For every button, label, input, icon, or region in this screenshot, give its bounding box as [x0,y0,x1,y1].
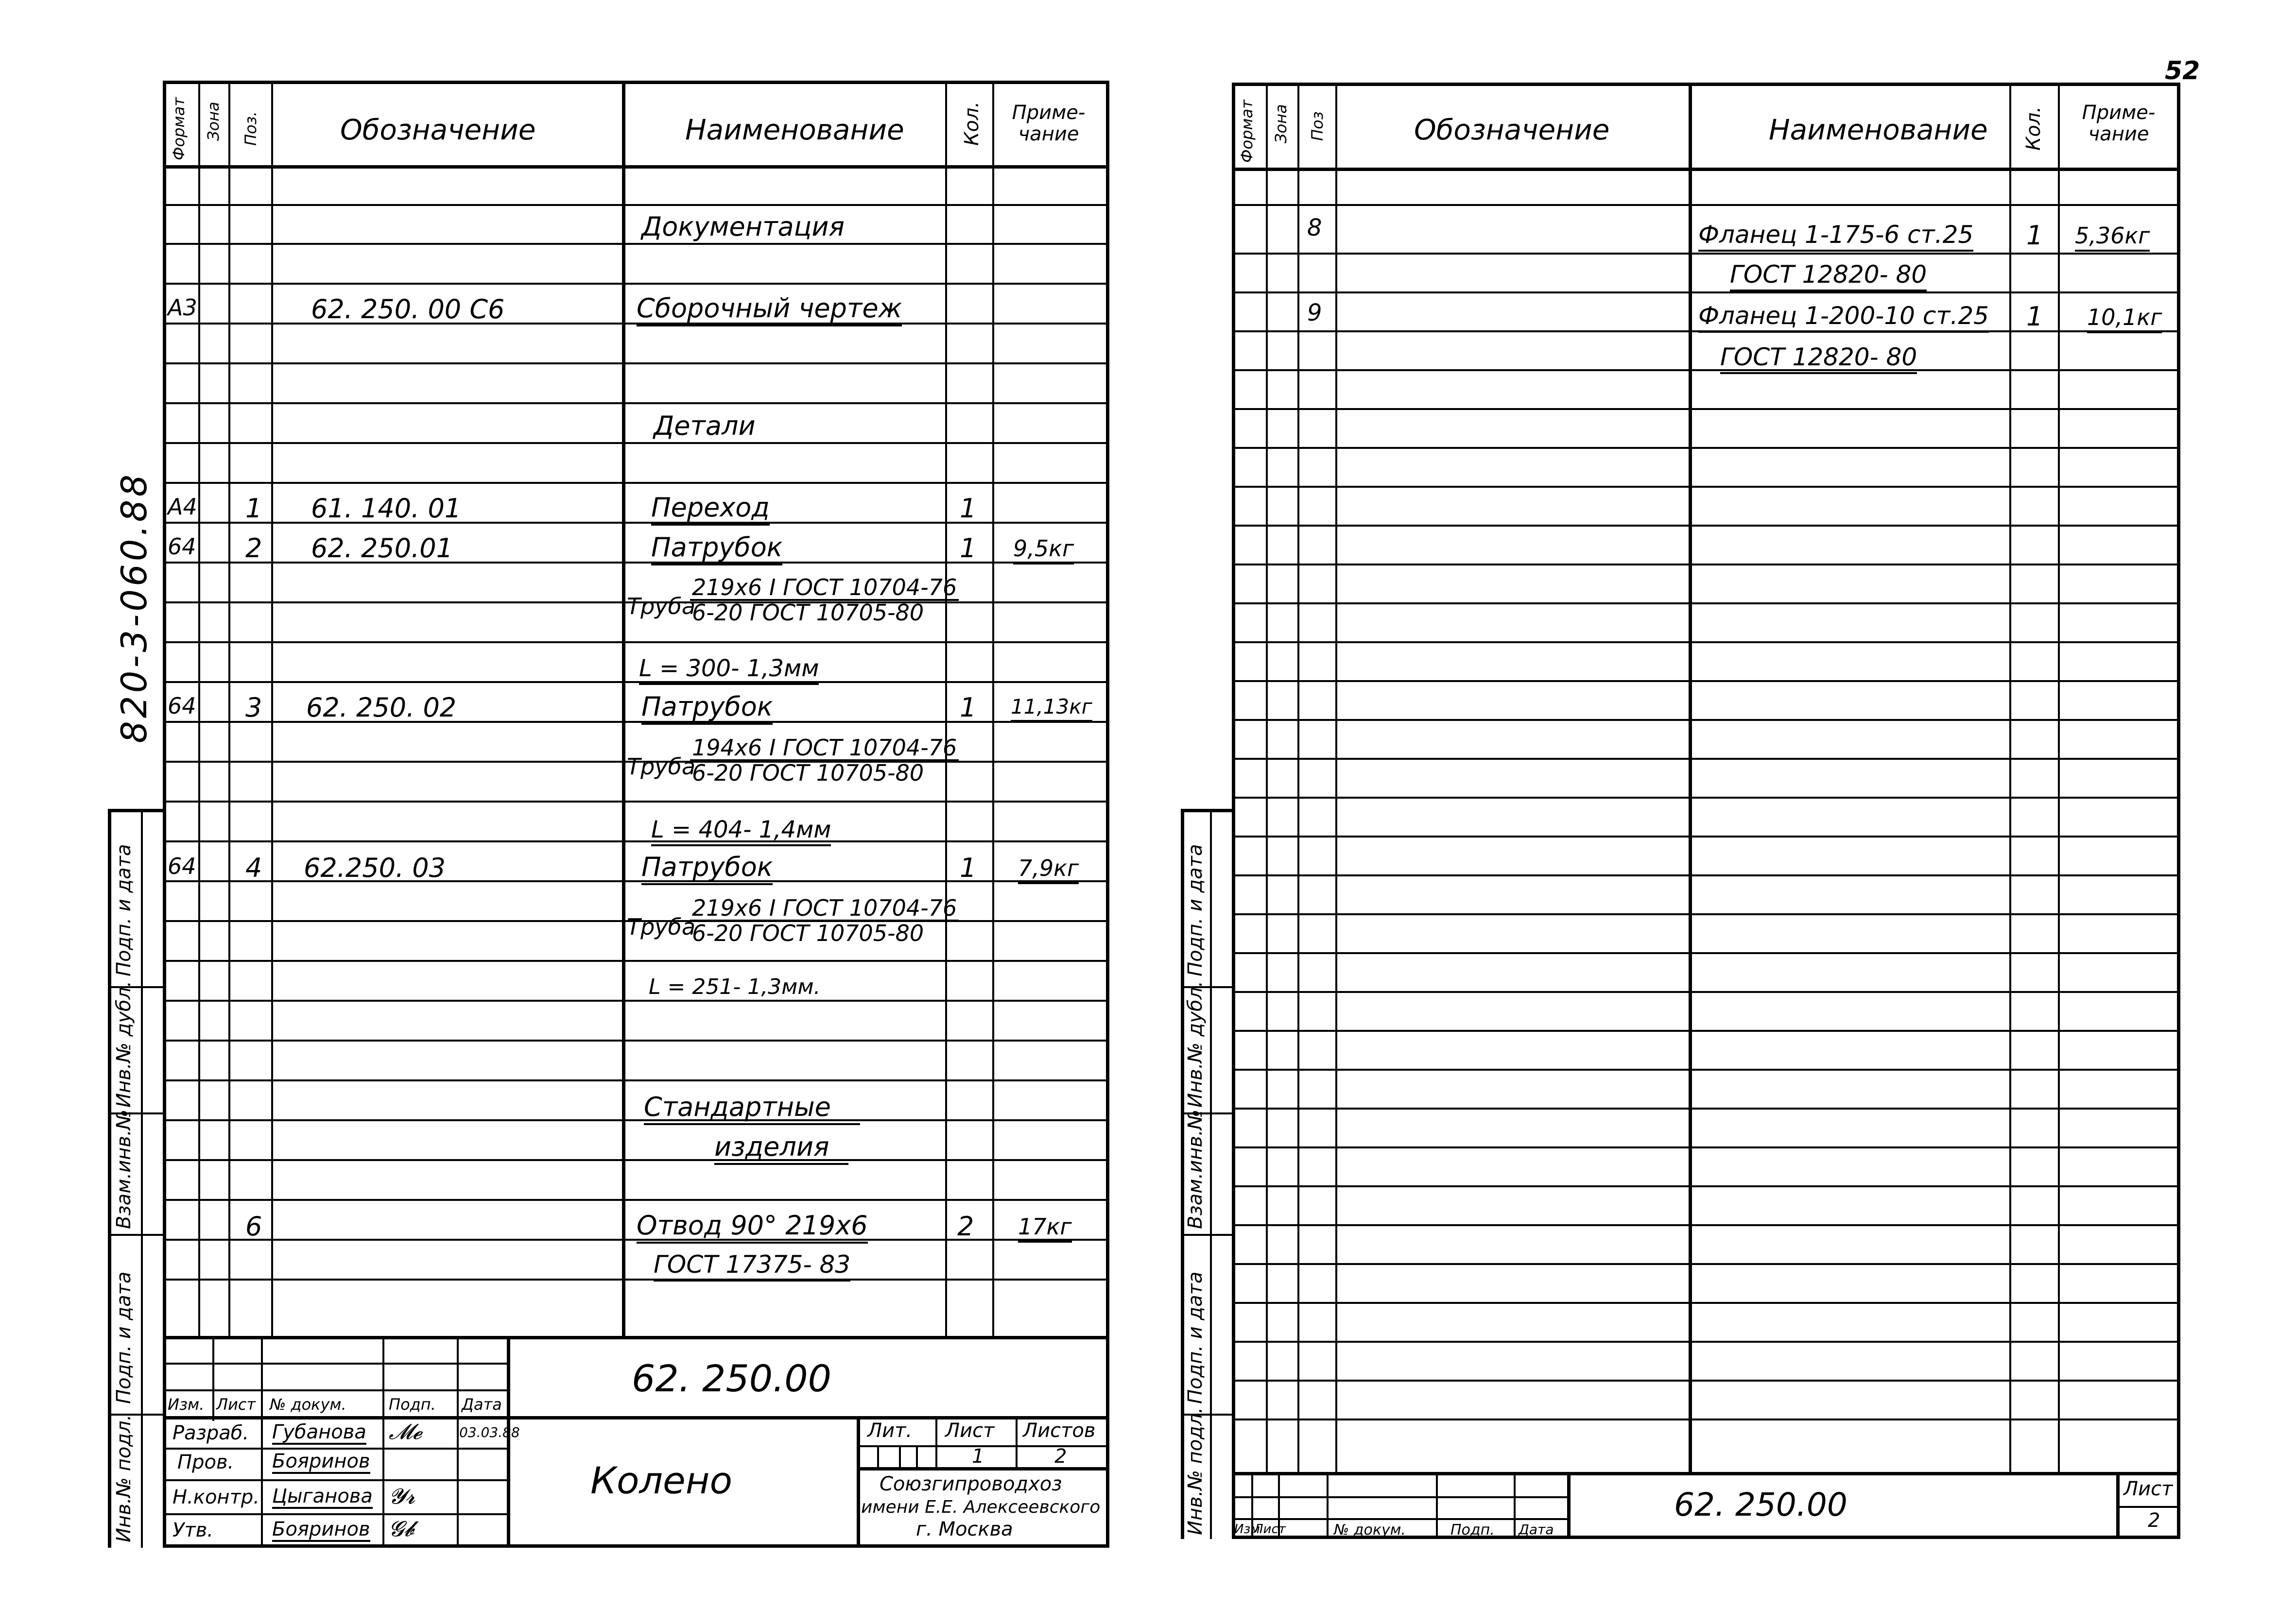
row-3-name: Патрубок [641,694,773,725]
row-2-note: 9,5кг [1013,537,1074,564]
col-note-header: Приме-чание [2082,102,2156,145]
pipe-4-length: L = 251- 1,3мм. [649,974,821,999]
tb-prov-role: Пров. [177,1451,234,1473]
pipe-4-prefix: Труба [627,914,696,940]
page-number: 52 [2165,56,2200,85]
tb-col-sign: Подп. [389,1395,436,1414]
tb-lit-label: Лит. [867,1419,913,1442]
row-8-note: 5,36кг [2075,224,2150,252]
row-6-standard: ГОСТ 17375- 83 [654,1252,850,1282]
sheet-1-frame [163,81,1109,1548]
stamp-label: Подп. и дата [113,844,135,976]
tb-razrab-date: 03.03.88 [459,1424,520,1440]
row-a3-designation: 62. 250. 00 С6 [311,294,505,325]
row-8-pos: 8 [1307,214,1322,241]
pipe-3-spec-bottom: 6-20 ГОСТ 10705-80 [692,760,924,786]
col-qty-header: Кол. [961,101,983,146]
tb-col-docnum: № докум. [270,1395,346,1414]
row-4-note: 7,9кг [1018,857,1079,884]
row-2-qty: 1 [960,533,977,564]
tb2-doc-code: 62. 250.00 [1674,1486,1847,1523]
row-1-name: Переход [651,495,770,526]
tb-sheets-value: 2 [1054,1445,1067,1468]
tb-title: Колено [590,1459,732,1502]
row-4-pos: 4 [245,853,262,883]
row-3-pos: 3 [245,692,262,723]
tb2-sheet-value: 2 [2148,1509,2160,1532]
tb-org-line2: имени Е.Е. Алексеевского [861,1497,1101,1517]
tb2-col-list: Лист [1254,1522,1286,1537]
pipe-2-length: L = 300- 1,3мм [639,657,819,685]
pipe-2-spec [690,576,959,625]
row-9-standard: ГОСТ 12820- 80 [1720,345,1917,374]
tb-nkontr-signature: 𝓨𝓻 [389,1484,415,1509]
tb-nkontr-name: Цыганова [272,1487,373,1509]
row-8-name: Фланец 1-175-6 ст.25 [1698,222,1973,252]
pipe-3-prefix: Труба [627,753,696,780]
stamp-label: Инв.№ подл. [1184,1407,1207,1535]
row-8-qty: 1 [2026,220,2043,251]
row-1-pos: 1 [245,493,262,524]
row-6-name: Отвод 90° 219х6 [637,1213,868,1244]
row-9-name: Фланец 1-200-10 ст.25 [1698,304,1989,333]
stamp-label: Взам.инв.№ [113,1109,135,1229]
tb-utv-role: Утв. [173,1519,213,1541]
row-2-name: Патрубок [651,534,782,565]
pipe-4-spec-top: 219х6 I ГОСТ 10704-76 [690,896,959,922]
row-6-pos: 6 [245,1211,262,1242]
row-9-pos: 9 [1307,299,1322,326]
stamp-label: Подп. и дата [1184,844,1207,976]
margin-document-code: 820-3-060.88 [114,471,155,743]
tb-razrab-role: Разраб. [173,1422,249,1444]
col-qty-header: Кол. [2022,106,2045,151]
col-zone-header: Зона [1272,104,1290,143]
tb-col-izm: Изм. [168,1395,205,1414]
row-1-qty: 1 [960,493,977,524]
tb2-col-sign: Подп. [1450,1522,1495,1539]
tb-col-list: Лист [216,1395,256,1414]
row-6-note: 17кг [1018,1215,1072,1243]
tb-org-line1: Союзгипроводхоз [880,1473,1062,1495]
col-zone-header: Зона [204,102,223,141]
row-1-format: А4 [168,494,197,520]
row-2-format: 64 [168,533,196,560]
tb2-col-date: Дата [1519,1522,1554,1538]
pipe-2-spec-bottom: 6-20 ГОСТ 10705-80 [692,599,924,626]
tb-sheet-value: 1 [972,1445,984,1468]
row-a3-name: Сборочный чертеж [637,295,902,326]
tb-razrab-name: Губанова [272,1422,366,1445]
tb2-col-docnum: № докум. [1334,1522,1406,1539]
stamp-label: Инв.№ подл. [113,1414,135,1542]
col-designation-header: Обозначение [1414,113,1610,146]
pipe-4-spec-bottom: 6-20 ГОСТ 10705-80 [692,920,924,947]
tb-razrab-signature: 𝓜𝓮 [389,1419,422,1444]
row-2-pos: 2 [245,533,262,564]
col-name-header: Наименование [1769,113,1988,146]
col-format-header: Формат [1238,100,1256,163]
tb-prov-name: Бояринов [272,1452,370,1474]
row-1-designation: 61. 140. 01 [311,493,462,524]
row-2-designation: 62. 250.01 [311,533,453,564]
row-3-qty: 1 [960,692,977,723]
tb-doc-code: 62. 250.00 [632,1357,831,1400]
pipe-3-spec [690,736,959,785]
tb-sheet-label: Лист [945,1419,995,1442]
pipe-4-spec [690,896,959,945]
col-format-header: Формат [170,97,188,160]
row-8-standard: ГОСТ 12820- 80 [1730,262,1927,291]
stamp-label: Инв.№ дубл. [1184,981,1207,1108]
row-4-format: 64 [168,853,196,879]
tb-utv-name: Бояринов [272,1520,370,1542]
row-3-note: 11,13кг [1011,697,1092,722]
col-note-header: Приме-чание [1012,102,1086,145]
stamp-label: Подп. и дата [113,1271,135,1404]
section-standard-1: Стандартные [644,1094,860,1125]
col-pos-header: Поз [1308,111,1327,141]
col-name-header: Наименование [685,113,904,146]
row-6-qty: 2 [957,1211,974,1242]
tb-col-date: Дата [462,1395,502,1414]
pipe-3-spec-top: 194х6 I ГОСТ 10704-76 [690,736,959,761]
tb-nkontr-role: Н.контр. [173,1486,259,1508]
section-parts: Детали [654,413,756,444]
tb-org-line3: г. Москва [916,1518,1013,1540]
tb-utv-signature: 𝓖𝓫 [389,1517,415,1541]
pipe-2-prefix: Труба [627,593,696,619]
row-9-qty: 1 [2026,301,2043,332]
row-4-qty: 1 [960,853,977,883]
stamp-label: Инв.№ дубл. [113,981,135,1108]
pipe-2-spec-top: 219х6 I ГОСТ 10704-76 [690,576,959,601]
row-3-designation: 62. 250. 02 [306,692,457,723]
tb-sheets-label: Листов [1023,1419,1096,1442]
col-designation-header: Обозначение [340,113,536,146]
col-pos-header: Поз. [242,111,260,146]
section-documentation: Документация [641,214,845,245]
section-standard-2: изделия [714,1134,848,1165]
row-3-format: 64 [168,693,196,719]
pipe-3-length: L = 404- 1,4мм [651,818,831,846]
tb2-sheet-label: Лист [2123,1478,2173,1500]
stamp-label: Взам.инв.№ [1184,1109,1207,1229]
row-9-note: 10,1кг [2087,306,2162,333]
tb2-col-izm: Изм [1234,1522,1260,1537]
row-4-name: Патрубок [641,854,773,885]
row-4-designation: 62.250. 03 [304,853,446,883]
stamp-label: Подп. и дата [1184,1271,1207,1404]
row-a3-format: А3 [168,294,197,321]
